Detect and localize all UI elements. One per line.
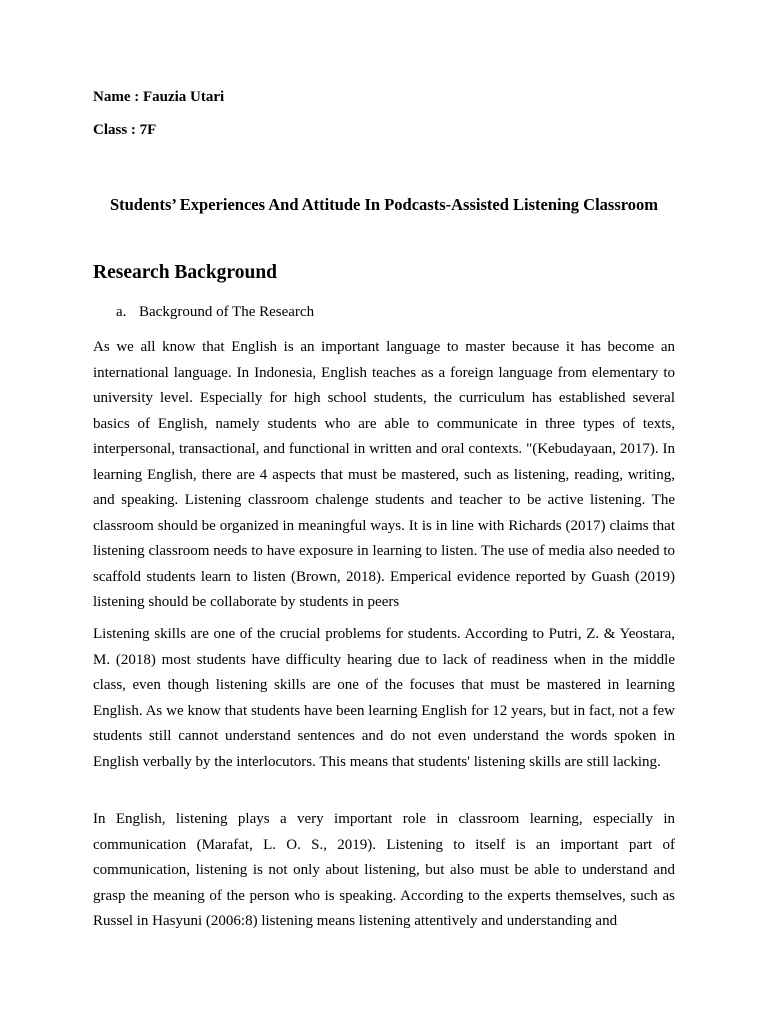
section-heading: Research Background	[93, 262, 278, 283]
document-title: Students’ Experiences And Attitude In Podcasts-Assisted Listening Classroom	[109, 195, 659, 214]
subsection-marker: a.	[116, 304, 127, 320]
body-paragraph-3: In English, listening plays a very important role in classroom learning, especially in communication (Marafat, L. O. S., 2019). Listening to itself is an important part of communication, listening is not only about listening, but also must be able to understand and grasp the meaning of the person who is speaking. According to the experts themselves, such as Russel in Hasyuni (2006:8) listening means listening attentively and understanding and	[93, 811, 675, 929]
student-class-line: Class : 7F	[93, 122, 157, 138]
body-paragraph-1: As we all know that English is an important language to master because it has become an international language. In Indonesia, English teaches as a foreign language from elementary to university level. Especially for high school students, the curriculum has established several basics of English, namely students who are able to communicate in three types of texts, interpersonal, transactional, and functional in written and oral contexts. "(Kebudayaan, 2017). In learning English, there are 4 aspects that must be mastered, such as listening, reading, writing, and speaking. Listening classroom chalenge students and teacher to be active listening. The classroom should be organized in meaningful ways. It is in line with Richards (2017) claims that listening classroom needs to have exposure in learning to listen. The use of media also needed to scaffold students learn to listen (Brown, 2018). Emperical evidence reported by Guash (2019) listening should be collaborate by students in peers	[93, 339, 675, 610]
subsection-item	[116, 303, 314, 321]
subsection-label: Background of The Research	[139, 304, 315, 320]
body-paragraph-2: Listening skills are one of the crucial problems for students. According to Putri, Z. & Yeostara, M. (2018) most students have difficulty hearing due to lack of readiness when in the middle class, even though listening skills are one of the focuses that must be mastered in learning English. As we know that students have been learning English for 12 years, but in fact, not a few students still cannot understand sentences and do not even understand the words spoken in English verbally by the interlocutors. This means that students' listening skills are still lacking.	[93, 626, 675, 770]
student-name-line: Name : Fauzia Utari	[93, 89, 225, 105]
